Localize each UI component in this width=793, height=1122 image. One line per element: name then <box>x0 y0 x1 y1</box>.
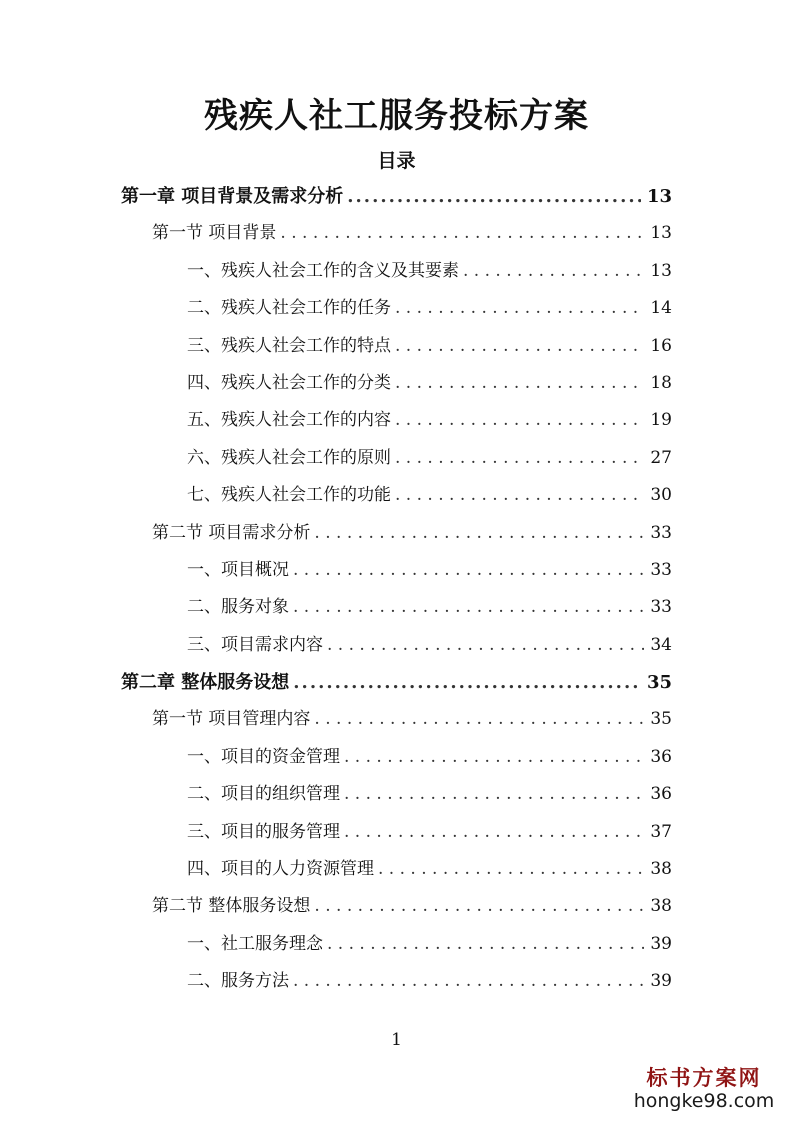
toc-entry-title: 第一节 项目背景 <box>152 223 277 244</box>
toc-dot-leader <box>378 851 644 888</box>
toc-entry-page: 13 <box>650 223 672 244</box>
toc-entry[interactable] <box>0 365 793 402</box>
toc-dot-leader <box>395 440 644 477</box>
toc-entry-page: 37 <box>650 821 672 842</box>
toc-entry-title: 三、项目的服务管理 <box>187 821 340 842</box>
toc-dot-leader <box>314 515 644 552</box>
toc-entry[interactable] <box>0 440 793 477</box>
toc-entry[interactable] <box>0 963 793 1000</box>
toc-entry-title: 二、服务方法 <box>187 971 289 992</box>
toc-entry-title: 第二节 项目需求分析 <box>152 522 311 543</box>
toc-entry-title: 六、残疾人社会工作的原则 <box>187 447 391 468</box>
toc-entry-title: 二、服务对象 <box>187 597 289 618</box>
toc-dot-leader <box>293 552 644 589</box>
toc-entry-page: 35 <box>646 672 672 694</box>
toc-entry-page: 39 <box>650 971 672 992</box>
toc-entry-title: 五、残疾人社会工作的内容 <box>187 410 391 431</box>
toc-entry[interactable] <box>0 328 793 365</box>
toc-dot-leader <box>293 589 644 626</box>
toc-entry-page: 36 <box>650 746 672 767</box>
toc-entry[interactable] <box>0 814 793 851</box>
toc-entry-title: 一、项目的资金管理 <box>187 746 340 767</box>
toc-entry[interactable] <box>0 701 793 738</box>
toc-entry-page: 36 <box>650 784 672 805</box>
table-of-contents <box>0 178 793 1001</box>
toc-entry[interactable] <box>0 851 793 888</box>
toc-entry-title: 一、项目概况 <box>187 559 289 580</box>
toc-entry-title: 三、项目需求内容 <box>187 634 323 655</box>
toc-entry[interactable] <box>0 515 793 552</box>
toc-entry[interactable] <box>0 776 793 813</box>
toc-entry[interactable] <box>0 552 793 589</box>
toc-entry-title: 第二节 整体服务设想 <box>152 896 311 917</box>
toc-entry-page: 18 <box>650 372 672 393</box>
toc-dot-leader <box>293 963 644 1000</box>
watermark-url: hongke98.com <box>633 1090 775 1112</box>
toc-dot-leader <box>395 477 644 514</box>
toc-entry-page: 16 <box>650 335 672 356</box>
toc-dot-leader <box>463 253 644 290</box>
toc-entry[interactable] <box>0 253 793 290</box>
toc-entry[interactable] <box>0 402 793 439</box>
toc-entry-title: 七、残疾人社会工作的功能 <box>187 485 391 506</box>
toc-dot-leader <box>344 814 644 851</box>
toc-dot-leader <box>280 215 644 252</box>
toc-entry-page: 19 <box>650 410 672 431</box>
watermark-site-name: 标书方案网 <box>646 1065 762 1090</box>
toc-dot-leader <box>395 365 644 402</box>
toc-dot-leader <box>293 664 641 701</box>
toc-entry-title: 二、项目的组织管理 <box>187 784 340 805</box>
toc-entry-page: 13 <box>650 260 672 281</box>
watermark-logo <box>629 1066 779 1112</box>
toc-entry-page: 34 <box>650 634 672 655</box>
toc-entry-title: 四、残疾人社会工作的分类 <box>187 372 391 393</box>
toc-entry-page: 35 <box>650 709 672 730</box>
toc-entry-page: 30 <box>650 485 672 506</box>
toc-entry-page: 33 <box>650 597 672 618</box>
toc-dot-leader <box>314 701 644 738</box>
page-number: 1 <box>391 1030 402 1050</box>
toc-entry-page: 13 <box>646 186 672 207</box>
toc-entry-title: 第一章 项目背景及需求分析 <box>121 186 344 207</box>
toc-heading: 目录 <box>377 150 416 172</box>
toc-entry-title: 第一节 项目管理内容 <box>152 709 311 730</box>
toc-entry-title: 一、残疾人社会工作的含义及其要素 <box>187 260 459 281</box>
toc-entry-title: 第二章 整体服务设想 <box>121 672 290 694</box>
toc-entry[interactable] <box>0 215 793 252</box>
toc-entry-page: 14 <box>650 298 672 319</box>
toc-entry-page: 27 <box>650 447 672 468</box>
toc-dot-leader <box>395 402 644 439</box>
toc-entry[interactable] <box>0 589 793 626</box>
toc-entry[interactable] <box>0 477 793 514</box>
toc-dot-leader <box>395 290 644 327</box>
toc-dot-leader <box>327 627 644 664</box>
toc-entry-title: 三、残疾人社会工作的特点 <box>187 335 391 356</box>
toc-entry-page: 33 <box>650 559 672 580</box>
toc-entry[interactable] <box>0 888 793 925</box>
toc-entry-page: 33 <box>650 522 672 543</box>
toc-dot-leader <box>347 178 641 215</box>
toc-entry[interactable] <box>0 627 793 664</box>
toc-dot-leader <box>314 888 644 925</box>
document-title: 残疾人社工服务投标方案 <box>204 96 589 136</box>
toc-dot-leader <box>395 328 644 365</box>
toc-entry[interactable] <box>0 290 793 327</box>
toc-entry-page: 38 <box>650 859 672 880</box>
toc-entry-page: 38 <box>650 896 672 917</box>
toc-entry[interactable] <box>0 664 793 701</box>
toc-entry-page: 39 <box>650 933 672 954</box>
toc-entry[interactable] <box>0 926 793 963</box>
toc-dot-leader <box>327 926 644 963</box>
toc-entry[interactable] <box>0 739 793 776</box>
toc-entry-title: 一、社工服务理念 <box>187 933 323 954</box>
toc-dot-leader <box>344 776 644 813</box>
toc-entry[interactable] <box>0 178 793 215</box>
toc-entry-title: 四、项目的人力资源管理 <box>187 859 374 880</box>
toc-dot-leader <box>344 739 644 776</box>
toc-entry-title: 二、残疾人社会工作的任务 <box>187 298 391 319</box>
